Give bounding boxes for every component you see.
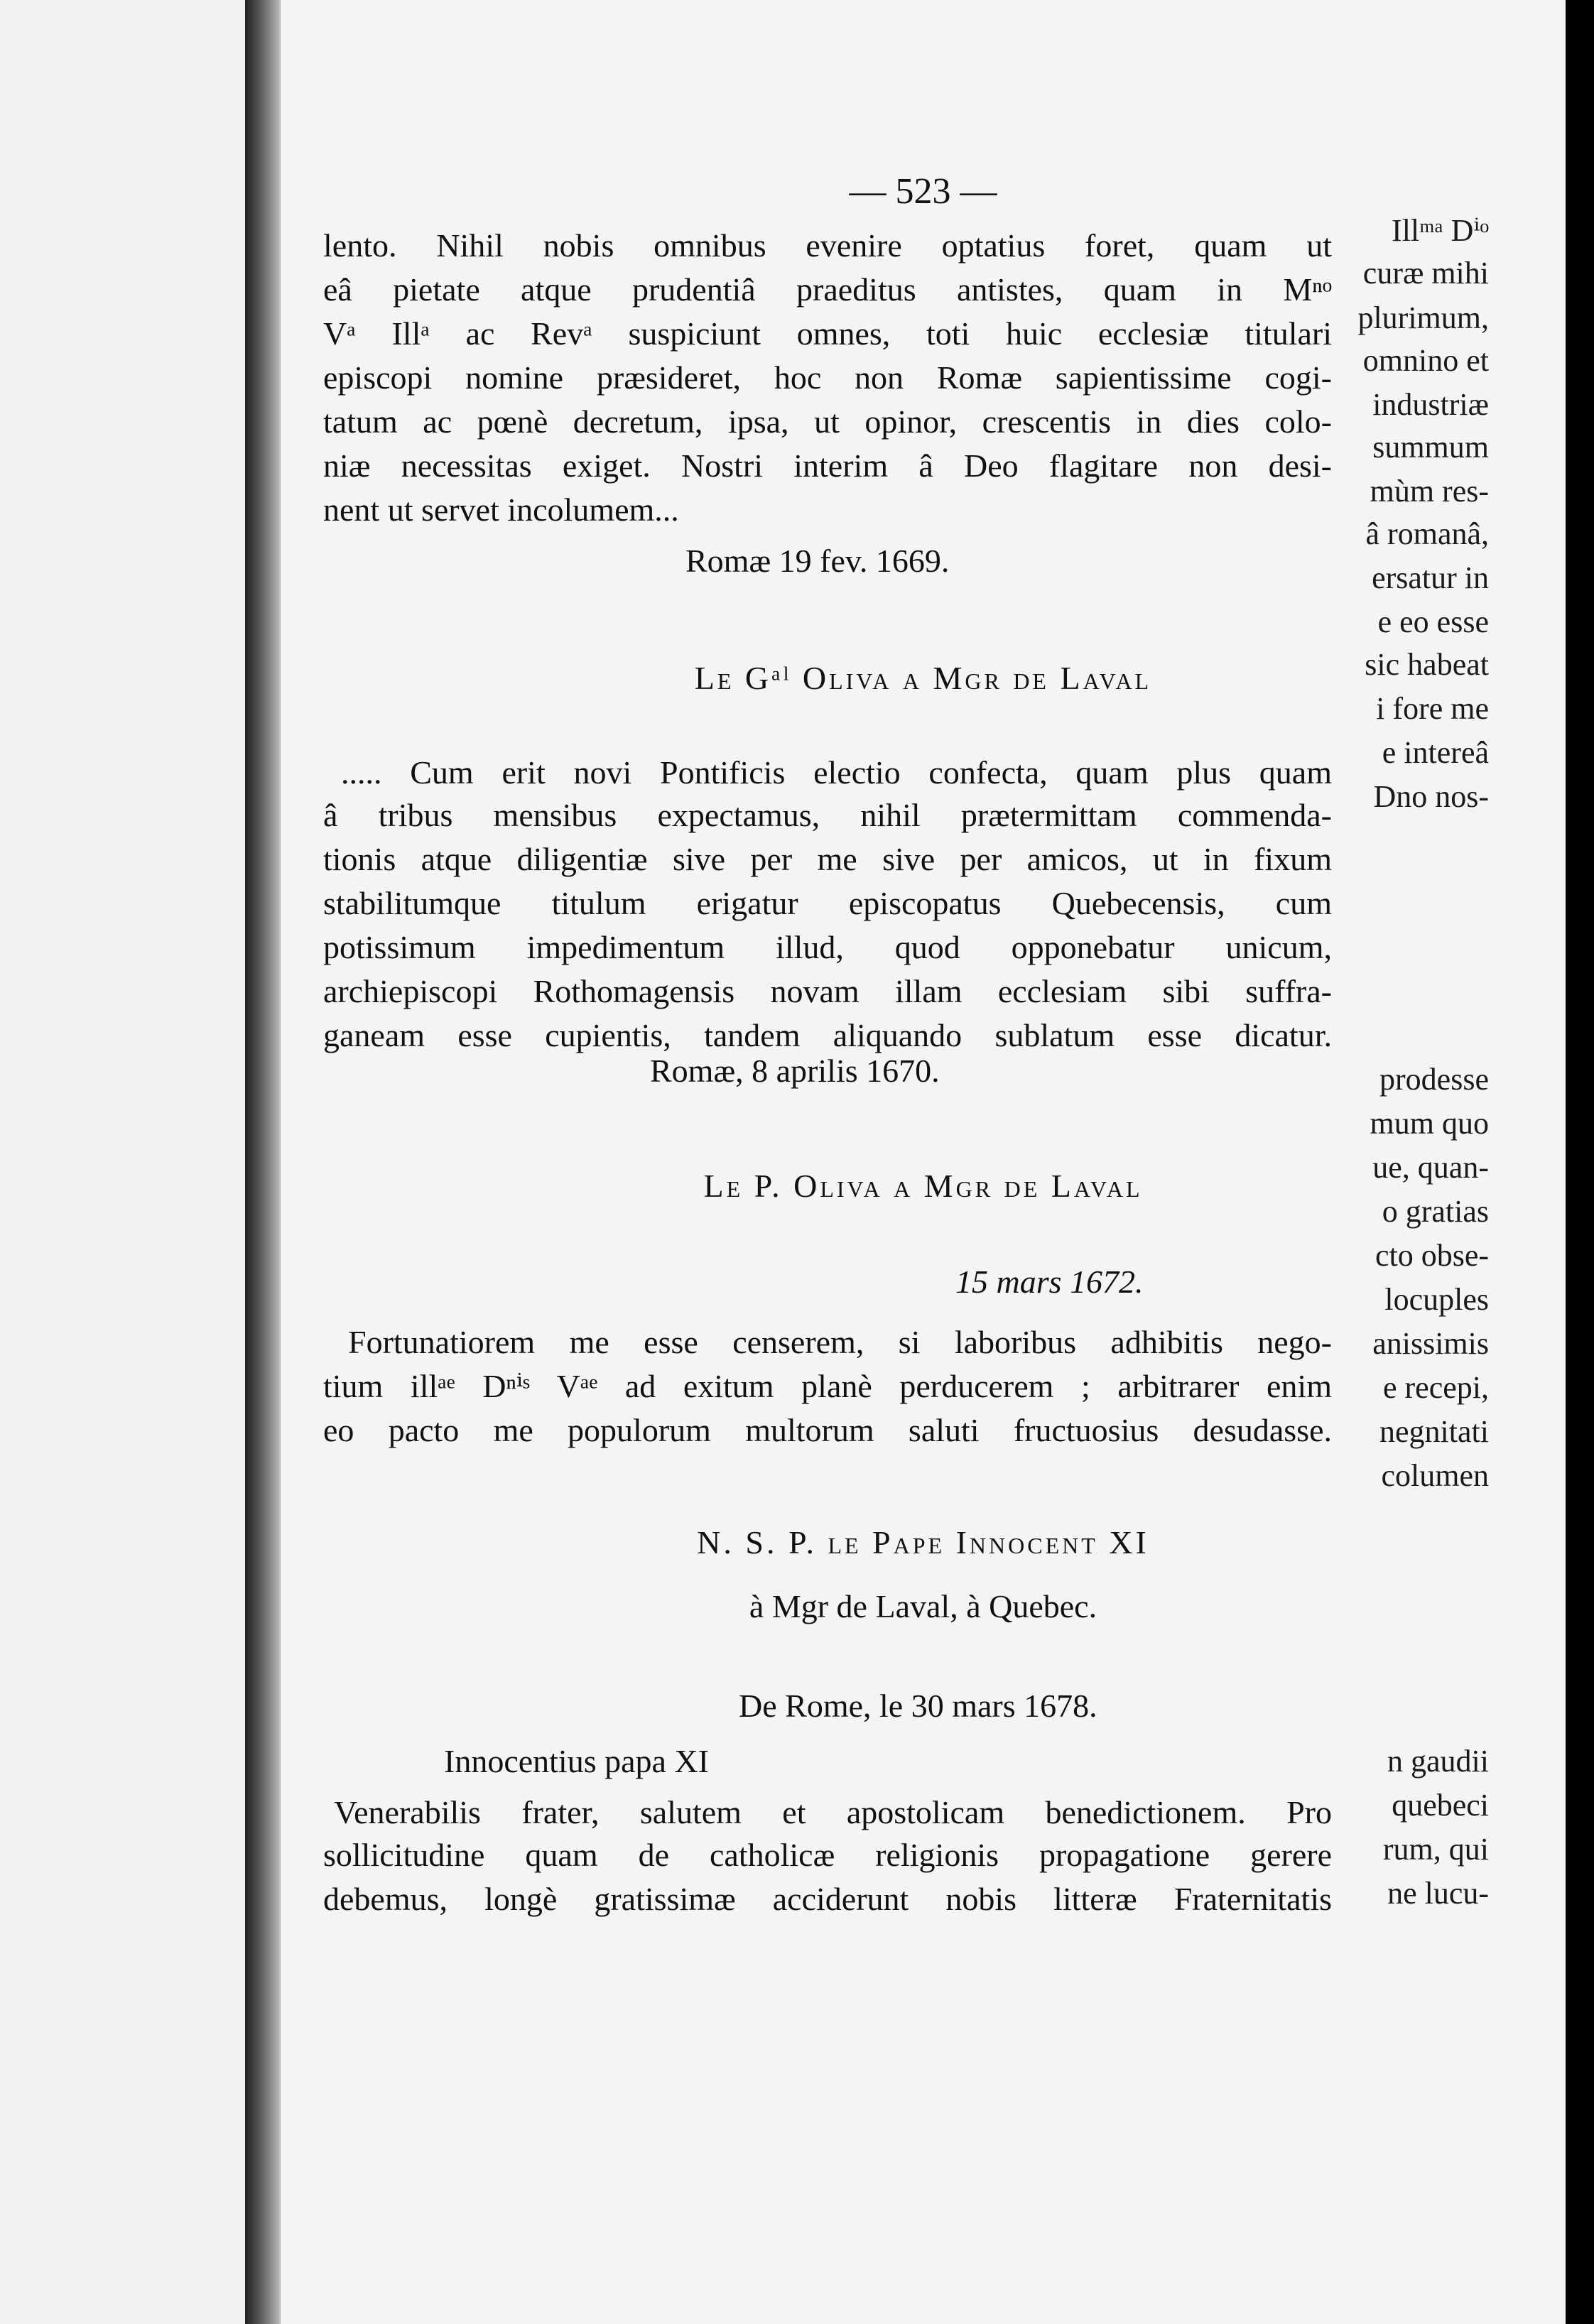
left-line: rum, qui: [1382, 1832, 1489, 1867]
text-line: Fortunatiorem me esse censerem, si laboribus adhibitis nego-: [348, 1324, 1332, 1360]
left-line: locuples: [1384, 1282, 1489, 1317]
text-line: episcopi nomine præsideret, hoc non Romæ sapientissime cogi-: [323, 359, 1332, 396]
left-line: omnino et: [1362, 343, 1489, 378]
left-line: â romanâ,: [1365, 516, 1489, 551]
text-line: nent ut servet incolumem...: [323, 492, 679, 528]
left-line: prodesse: [1379, 1062, 1489, 1097]
left-line: e intereâ: [1382, 735, 1489, 770]
left-line: e eo esse: [1377, 604, 1489, 639]
left-line: mum quo: [1370, 1106, 1489, 1141]
text-line: lento. Nihil nobis omnibus evenire optatius foret, quam ut: [323, 227, 1332, 264]
text-line: archiepiscopi Rothomagensis novam illam ecclesiam sibi suffra-: [323, 973, 1332, 1009]
left-page: [0, 0, 246, 2324]
page-edge: [1566, 0, 1594, 2324]
page-number: — 523 —: [849, 171, 997, 212]
left-line: anissimis: [1372, 1326, 1489, 1361]
section-heading: Le P. Oliva a Mgr de Laval: [703, 1168, 1143, 1204]
left-line: Dno nos-: [1373, 779, 1489, 814]
text-line: eo pacto me populorum multorum saluti fructuosius desudasse.: [323, 1412, 1332, 1448]
section-subheading: à Mgr de Laval, à Quebec.: [749, 1588, 1097, 1624]
text-line: eâ pietate atque prudentiâ praeditus antistes, quam in Mⁿᵒ: [323, 271, 1332, 308]
left-line: e recepi,: [1383, 1370, 1489, 1405]
left-line: plurimum,: [1357, 300, 1489, 335]
text-line: tatum ac pœnè decretum, ipsa, ut opinor, crescentis in dies colo-: [323, 403, 1332, 440]
left-line: quebeci: [1392, 1788, 1489, 1823]
text-line: â tribus mensibus expectamus, nihil prætermittam commenda-: [323, 797, 1332, 833]
left-line: cto obse-: [1375, 1238, 1489, 1273]
section-heading: Le Gᵃˡ Oliva a Mgr de Laval: [694, 660, 1152, 696]
left-line: industriæ: [1372, 387, 1489, 422]
left-line: mùm res-: [1370, 474, 1489, 509]
left-line: curæ mihi: [1362, 256, 1489, 290]
text-line: sollicitudine quam de catholicæ religionis propagatione gerere: [323, 1837, 1332, 1873]
left-line: ersatur in: [1372, 560, 1489, 595]
letter-date: 15 mars 1672.: [955, 1264, 1144, 1300]
left-line: negnitati: [1379, 1414, 1489, 1449]
left-line: summum: [1372, 430, 1489, 465]
text-line: ganeam esse cupientis, tandem aliquando sublatum esse dicatur.: [323, 1017, 1332, 1053]
text-line: tionis atque diligentiæ sive per me sive per amicos, ut in fixum: [323, 841, 1332, 877]
letter-date: Romæ 19 fev. 1669.: [685, 543, 950, 579]
text-line: ..... Cum erit novi Pontificis electio confecta, quam plus quam: [341, 754, 1332, 791]
left-line: i fore me: [1376, 691, 1489, 726]
left-line: sic habeat: [1365, 647, 1489, 682]
left-line: Illᵐᵃ Dⁱᵒ: [1392, 213, 1489, 248]
left-line: o gratias: [1382, 1194, 1489, 1229]
text-line: potissimum impedimentum illud, quod opponebatur unicum,: [323, 929, 1332, 965]
text-line: debemus, longè gratissimæ acciderunt nobis litteræ Fraternitatis: [323, 1881, 1332, 1917]
book-gutter: [245, 0, 281, 2324]
left-line: columen: [1381, 1458, 1489, 1493]
text-line: niæ necessitas exiget. Nostri interim â Deo flagitare non desi-: [323, 447, 1332, 484]
left-line: ue, quan-: [1372, 1150, 1489, 1185]
text-line: Vᵃ Illᵃ ac Revᵃ suspiciunt omnes, toti huic ecclesiæ titulari: [323, 315, 1332, 352]
section-heading: N. S. P. le Pape Innocent XI: [697, 1524, 1149, 1560]
letter-date: Romæ, 8 aprilis 1670.: [650, 1053, 940, 1089]
salutation: Innocentius papa XI: [444, 1743, 709, 1779]
text-line: tium illᵃᵉ Dⁿⁱˢ Vᵃᵉ ad exitum planè perducerem ; arbitrarer enim: [323, 1368, 1332, 1404]
letter-date: De Rome, le 30 mars 1678.: [739, 1688, 1097, 1724]
left-line: ne lucu-: [1387, 1876, 1489, 1911]
left-line: n gaudii: [1387, 1744, 1489, 1779]
text-line: Venerabilis frater, salutem et apostolicam benedictionem. Pro: [334, 1794, 1332, 1830]
text-line: stabilitumque titulum erigatur episcopatus Quebecensis, cum: [323, 885, 1332, 921]
